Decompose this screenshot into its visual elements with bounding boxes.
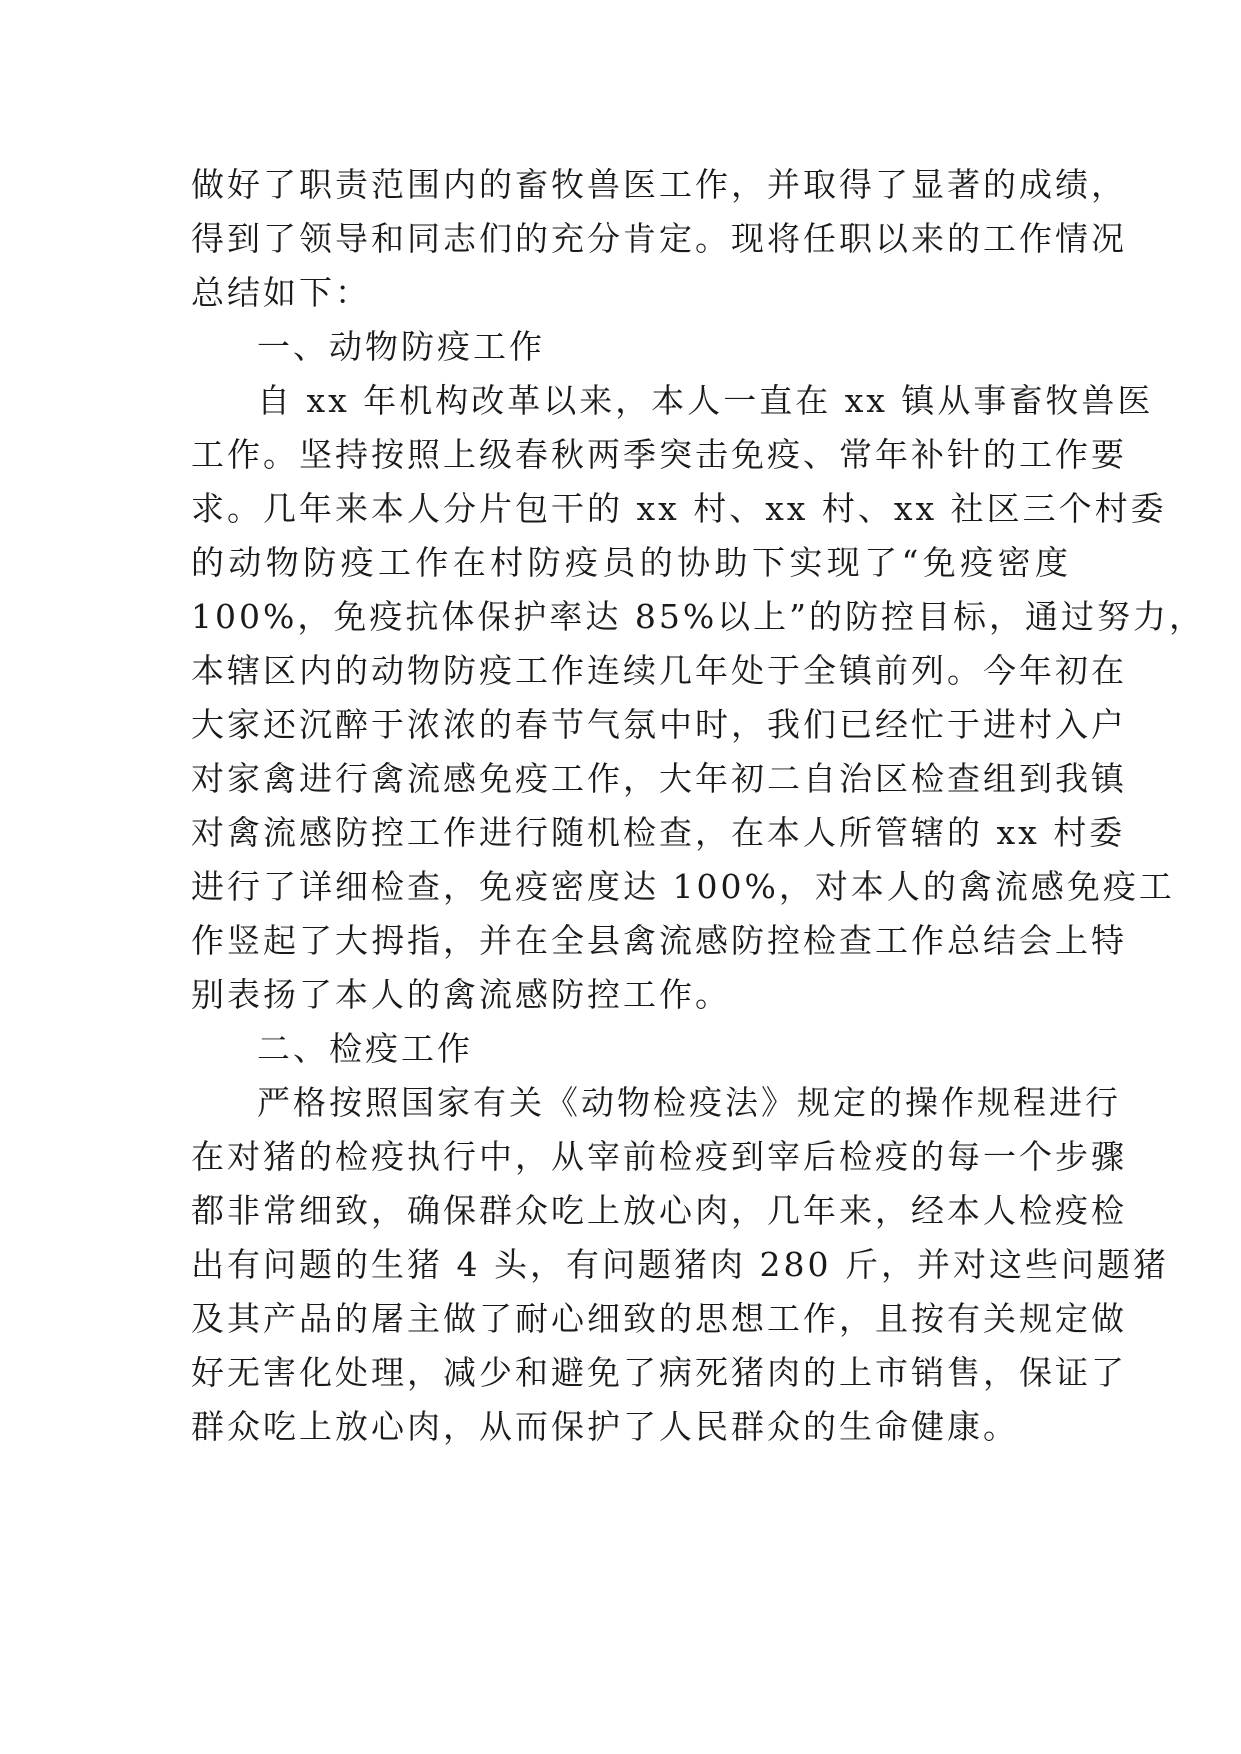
text-line: 及其产品的屠主做了耐心细致的思想工作，且按有关规定做 xyxy=(191,1299,1127,1338)
text-line: 好无害化处理，减少和避免了病死猪肉的上市销售，保证了 xyxy=(191,1353,1127,1392)
text-line: 群众吃上放心肉，从而保护了人民群众的生命健康。 xyxy=(191,1407,1019,1446)
section-heading: 二、检疫工作 xyxy=(257,1029,473,1068)
text-line: 大家还沉醉于浓浓的春节气氛中时，我们已经忙于进村入户 xyxy=(191,705,1127,744)
text-line: 对家禽进行禽流感免疫工作，大年初二自治区检查组到我镇 xyxy=(191,759,1127,798)
text-line: 得到了领导和同志们的充分肯定。现将任职以来的工作情况 xyxy=(191,219,1127,258)
text-line: 作竖起了大拇指，并在全县禽流感防控检查工作总结会上特 xyxy=(191,921,1127,960)
text-line: 都非常细致，确保群众吃上放心肉，几年来，经本人检疫检 xyxy=(191,1191,1127,1230)
text-line: 做好了职责范围内的畜牧兽医工作，并取得了显著的成绩， xyxy=(191,165,1127,204)
text-line: 工作。坚持按照上级春秋两季突击免疫、常年补针的工作要 xyxy=(191,435,1127,474)
text-line: 本辖区内的动物防疫工作连续几年处于全镇前列。今年初在 xyxy=(191,651,1127,690)
text-line: 求。几年来本人分片包干的 xx 村、xx 村、xx 社区三个村委 xyxy=(191,489,1167,528)
text-line: 在对猪的检疫执行中，从宰前检疫到宰后检疫的每一个步骤 xyxy=(191,1137,1127,1176)
text-line: 的动物防疫工作在村防疫员的协助下实现了“免疫密度 xyxy=(191,543,1071,582)
text-line: 对禽流感防控工作进行随机检查，在本人所管辖的 xx 村委 xyxy=(191,813,1126,852)
text-line: 进行了详细检查，免疫密度达 100%，对本人的禽流感免疫工 xyxy=(191,867,1175,906)
text-line: 出有问题的生猪 4 头，有问题猪肉 280 斤，并对这些问题猪 xyxy=(191,1245,1169,1284)
paragraph-first-line: 自 xx 年机构改革以来，本人一直在 xx 镇从事畜牧兽医 xyxy=(257,381,1154,420)
text-line: 100%，免疫抗体保护率达 85%以上”的防控目标，通过努力， xyxy=(191,597,1206,636)
text-line: 总结如下： xyxy=(191,273,371,312)
section-heading: 一、动物防疫工作 xyxy=(257,327,545,366)
paragraph-first-line: 严格按照国家有关《动物检疫法》规定的操作规程进行 xyxy=(257,1083,1121,1122)
text-line: 别表扬了本人的禽流感防控工作。 xyxy=(191,975,731,1014)
